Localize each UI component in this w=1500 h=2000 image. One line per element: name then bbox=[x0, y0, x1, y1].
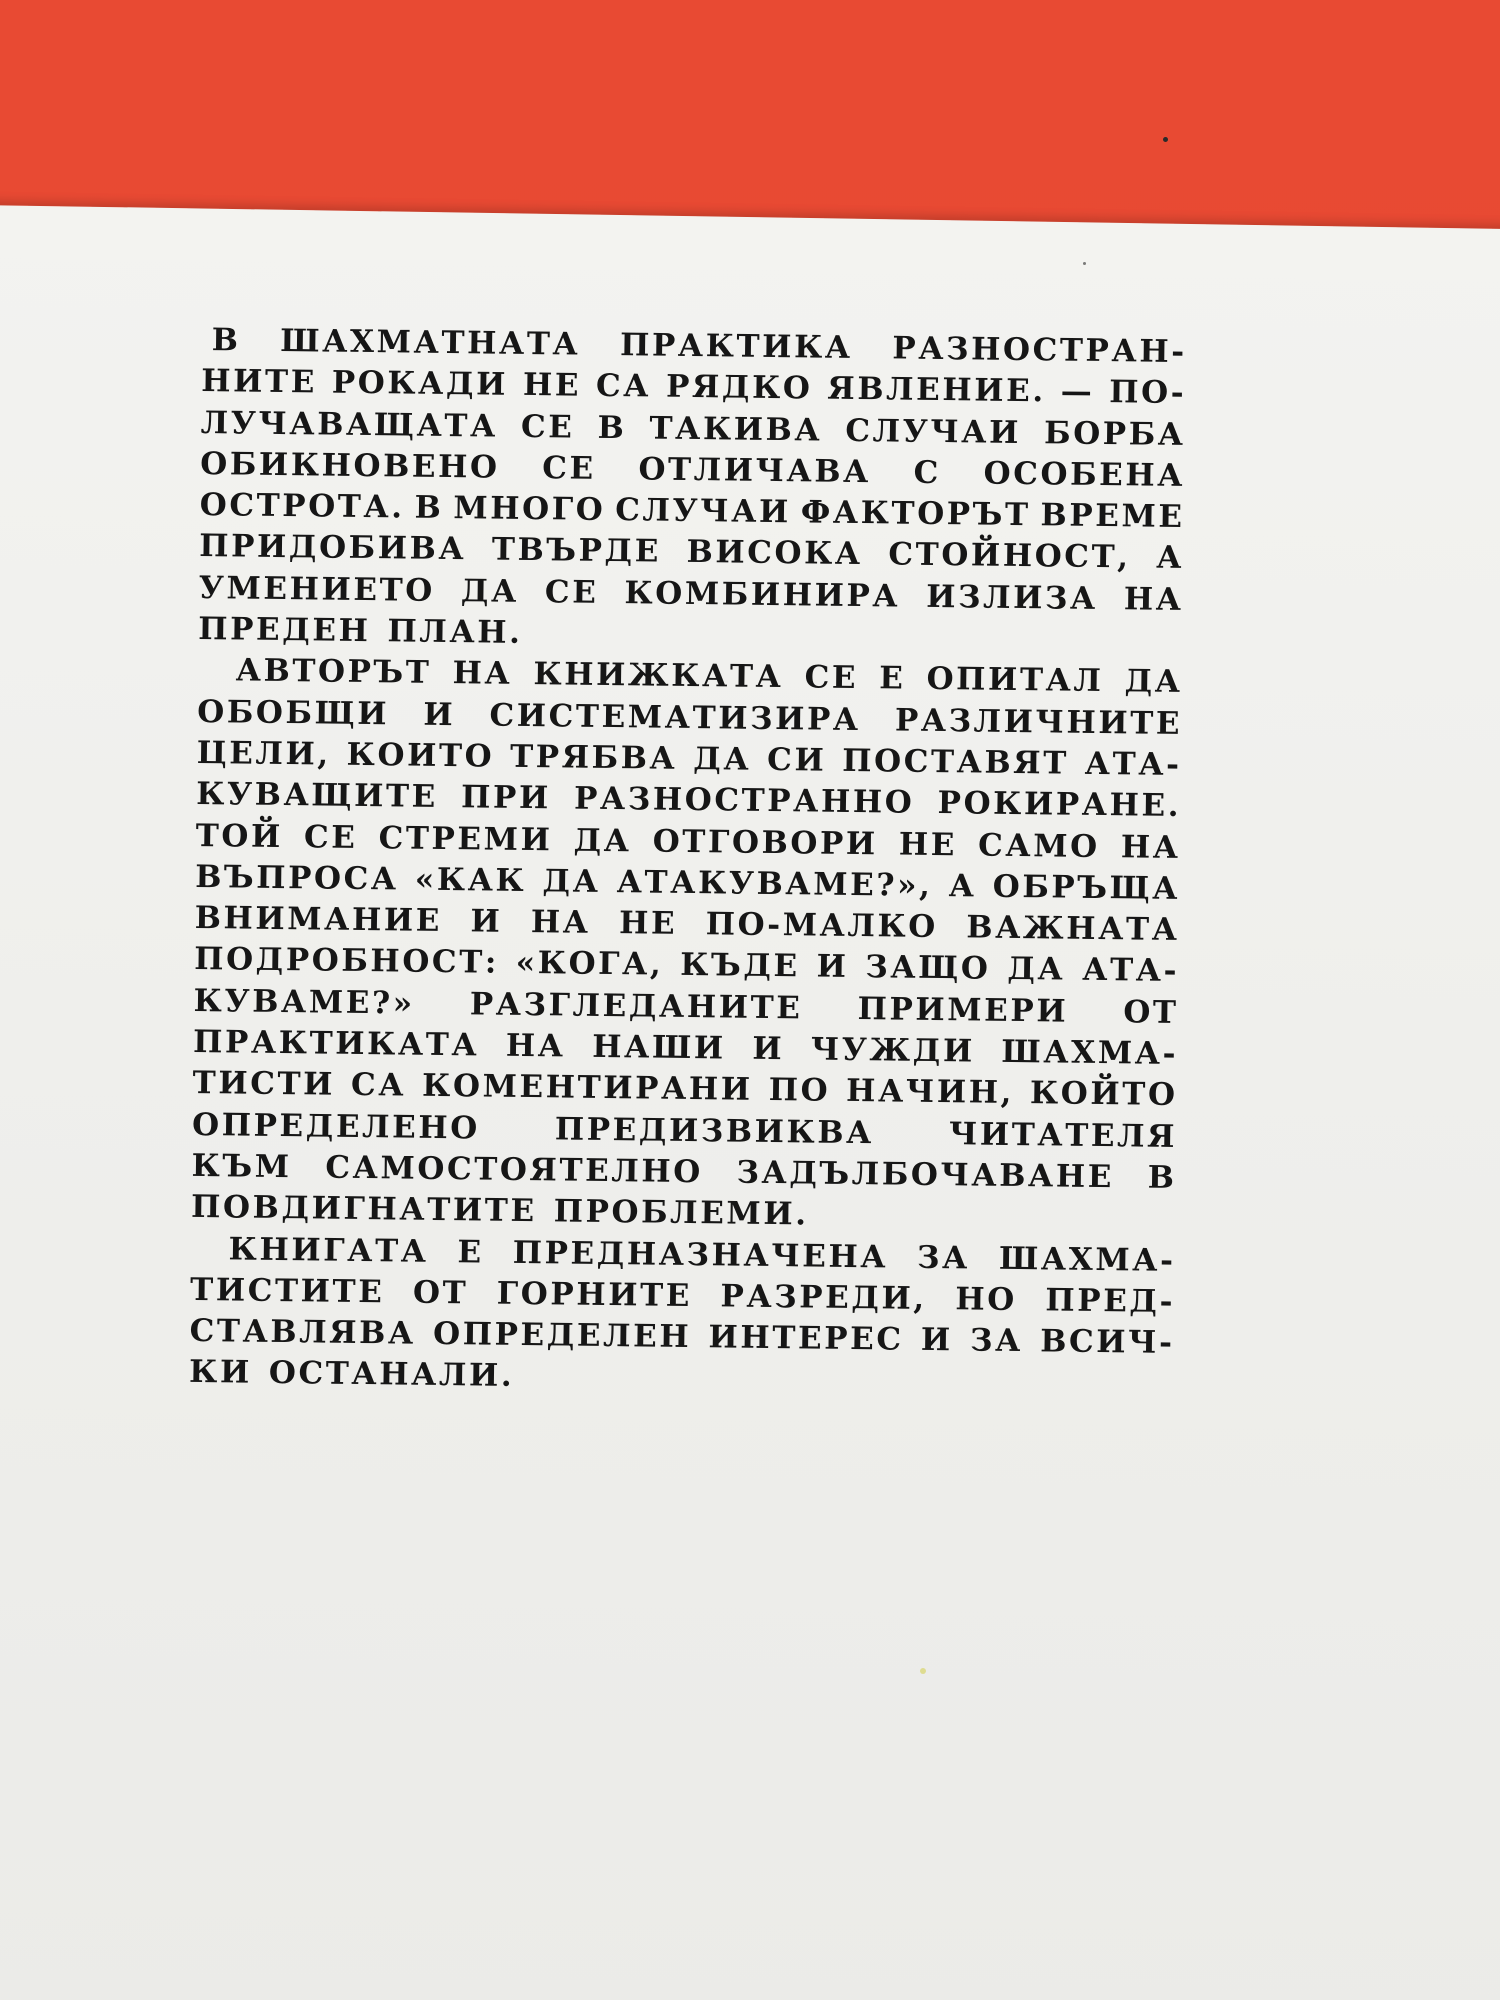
book-annotation-text bbox=[189, 320, 1187, 1406]
text-line: ЦЕЛИ, КОИТО ТРЯБВА ДА СИ ПОСТАВЯТ АТА- bbox=[196, 734, 1182, 783]
text-line: КУВАЩИТЕ ПРИ РАЗНОСТРАННО РОКИРАНЕ. bbox=[195, 776, 1182, 825]
paragraph bbox=[191, 650, 1183, 1240]
text-line: ПРАКТИКАТА НА НАШИ И ЧУЖДИ ШАХМА- bbox=[192, 1023, 1179, 1073]
paragraph bbox=[189, 1228, 1176, 1405]
dust-speck bbox=[1163, 137, 1168, 142]
paragraph bbox=[198, 320, 1187, 662]
text-line: КНИГАТА Е ПРЕДНАЗНАЧЕНА ЗА ШАХМА- bbox=[228, 1230, 1176, 1279]
dust-speck bbox=[1083, 262, 1086, 265]
text-line: ВЪПРОСА «КАК ДА АТАКУВАМЕ?», А ОБРЪЩА bbox=[194, 858, 1181, 907]
text-line: ТОЙ СЕ СТРЕМИ ДА ОТГОВОРИ НЕ САМО НА bbox=[195, 817, 1181, 866]
text-line: НИТЕ РОКАДИ НЕ СА РЯДКО ЯВЛЕНИЕ. — ПО- bbox=[201, 363, 1187, 412]
text-line: ПРИДОБИВА ТВЪРДЕ ВИСОКА СТОЙНОСТ, А bbox=[199, 528, 1185, 577]
text-line: КЪМ САМОСТОЯТЕЛНО ЗАДЪЛБОЧАВАНЕ В bbox=[191, 1147, 1177, 1196]
text-line: КУВАМЕ?» РАЗГЛЕДАНИТЕ ПРИМЕРИ ОТ bbox=[193, 982, 1179, 1031]
text-line: ПРЕДЕН ПЛАН. bbox=[198, 611, 523, 652]
text-line: ТИСТИ СА КОМЕНТИРАНИ ПО НАЧИН, КОЙТО bbox=[192, 1065, 1178, 1114]
text-line: ТИСТИТЕ ОТ ГОРНИТЕ РАЗРЕДИ, НО ПРЕД- bbox=[189, 1271, 1176, 1320]
text-line: ВНИМАНИЕ И НА НЕ ПО-МАЛКО ВАЖНАТА bbox=[194, 900, 1180, 949]
dust-speck bbox=[920, 1668, 926, 1674]
text-line: ПОДРОБНОСТ: «КОГА, КЪДЕ И ЗАЩО ДА АТА- bbox=[193, 941, 1180, 990]
text-line: ЛУЧАВАЩАТА СЕ В ТАКИВА СЛУЧАИ БОРБА bbox=[200, 404, 1186, 453]
text-line: УМЕНИЕТО ДА СЕ КОМБИНИРА ИЗЛИЗА НА bbox=[198, 569, 1184, 618]
text-line: ОБИКНОВЕНО СЕ ОТЛИЧАВА С ОСОБЕНА bbox=[200, 445, 1186, 494]
text-line: КИ ОСТАНАЛИ. bbox=[188, 1354, 515, 1395]
text-line: СТАВЛЯВА ОПРЕДЕЛЕН ИНТЕРЕС И ЗА ВСИЧ- bbox=[189, 1313, 1175, 1362]
text-line: В ШАХМАТНАТА ПРАКТИКА РАЗНОСТРАН- bbox=[211, 322, 1187, 371]
text-line: ОПРЕДЕЛЕНО ПРЕДИЗВИКВА ЧИТАТЕЛЯ bbox=[191, 1106, 1178, 1155]
text-line: ОБОБЩИ И СИСТЕМАТИЗИРА РАЗЛИЧНИТЕ bbox=[196, 693, 1183, 742]
text-line: АВТОРЪТ НА КНИЖКАТА СЕ Е ОПИТАЛ ДА bbox=[235, 652, 1183, 701]
text-line: ОСТРОТА. В МНОГО СЛУЧАИ ФАКТОРЪТ ВРЕМЕ bbox=[199, 487, 1185, 536]
text-line: ПОВДИГНАТИТЕ ПРОБЛЕМИ. bbox=[190, 1189, 809, 1233]
